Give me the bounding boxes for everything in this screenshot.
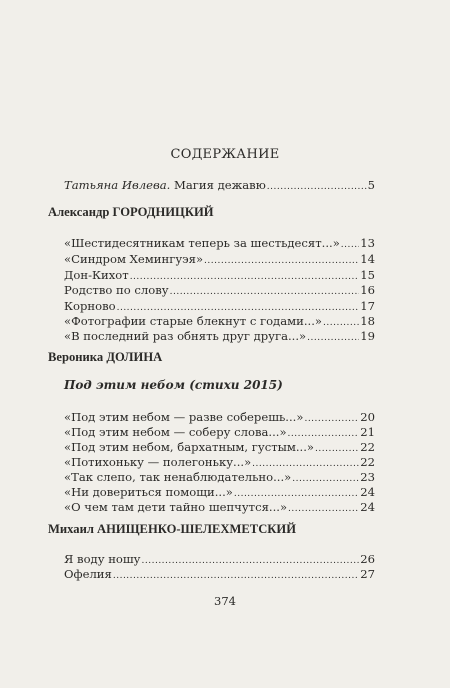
toc-entry <box>64 283 375 300</box>
toc-entry-page: 13 <box>360 236 375 250</box>
toc-entry-label: «В последний раз обнять друг друга...» <box>64 329 307 343</box>
toc-entry-page: 5 <box>367 178 375 192</box>
toc-entry-label: «Потихоньку — полегоньку...» <box>64 455 252 469</box>
toc-entry-page: 23 <box>360 470 375 484</box>
toc-entry-label: Офелия <box>64 567 112 581</box>
dot-leader <box>113 569 359 584</box>
dot-leader <box>341 238 359 253</box>
toc-entry-label: Родство по слову <box>64 283 169 297</box>
toc-entry-label: «О чем там дети тайно шепчутся...» <box>64 500 288 514</box>
dot-leader <box>170 285 360 300</box>
toc-entry-label: «Ни довериться помощи...» <box>64 485 233 499</box>
intro-author: Татьяна Ивлева. <box>64 178 171 192</box>
dot-leader <box>267 180 367 195</box>
toc-entry-page: 21 <box>360 425 375 439</box>
dot-leader <box>288 502 359 517</box>
toc-entry <box>64 329 375 346</box>
toc-entry-label: «Фотографии старые блекнут с годами...» <box>64 314 323 328</box>
intro-title: Магия дежавю <box>174 178 266 192</box>
toc-entry-page: 18 <box>360 314 375 328</box>
author-heading: Вероника ДОЛИНА <box>48 350 163 364</box>
toc-entry <box>64 567 375 584</box>
toc-entry-intro <box>64 178 375 195</box>
dot-leader <box>307 331 359 346</box>
toc-entry-page: 24 <box>360 485 375 499</box>
toc-entry <box>64 252 375 269</box>
toc-entry-label: «Так слепо, так ненаблюдательно...» <box>64 470 292 484</box>
toc-entry <box>64 500 375 517</box>
toc-entry-label: «Под этим небом — соберу слова...» <box>64 425 287 439</box>
author-heading: Михаил АНИЩЕНКО-ШЕЛЕХМЕТСКИЙ <box>48 522 297 536</box>
toc-entry-page: 17 <box>360 299 375 313</box>
toc-entry-label: «Под этим небом, бархатным, густым...» <box>64 440 315 454</box>
toc-entry-page: 22 <box>360 440 375 454</box>
toc-entry <box>64 236 375 253</box>
toc-entry-label: Я воду ношу <box>64 552 141 566</box>
toc-entry-page: 16 <box>360 283 375 297</box>
section-heading: Под этим небом (стихи 2015) <box>64 378 283 392</box>
toc-entry-label: «Синдром Хемингуэя» <box>64 252 204 266</box>
author-heading: Александр ГОРОДНИЦКИЙ <box>48 205 214 219</box>
toc-entry-page: 26 <box>360 552 375 566</box>
dot-leader <box>204 254 359 269</box>
toc-entry-page: 27 <box>360 567 375 581</box>
toc-entry-page: 24 <box>360 500 375 514</box>
toc-entry-page: 14 <box>360 252 375 266</box>
toc-entry-label: Дон-Кихот <box>64 268 129 282</box>
toc-entry-label <box>64 178 266 193</box>
toc-entry-page: 22 <box>360 455 375 469</box>
toc-entry-label: «Под этим небом — разве соберешь...» <box>64 410 304 424</box>
toc-entry-label: «Шестидесятникам теперь за шестьдесят...» <box>64 236 340 250</box>
toc-entry-label: Корново <box>64 299 116 313</box>
toc-entry-page: 19 <box>360 329 375 343</box>
page-title: СОДЕРЖАНИЕ <box>170 147 280 162</box>
toc-entry-page: 15 <box>360 268 375 282</box>
toc-entry-page: 20 <box>360 410 375 424</box>
page-number: 374 <box>214 594 236 608</box>
